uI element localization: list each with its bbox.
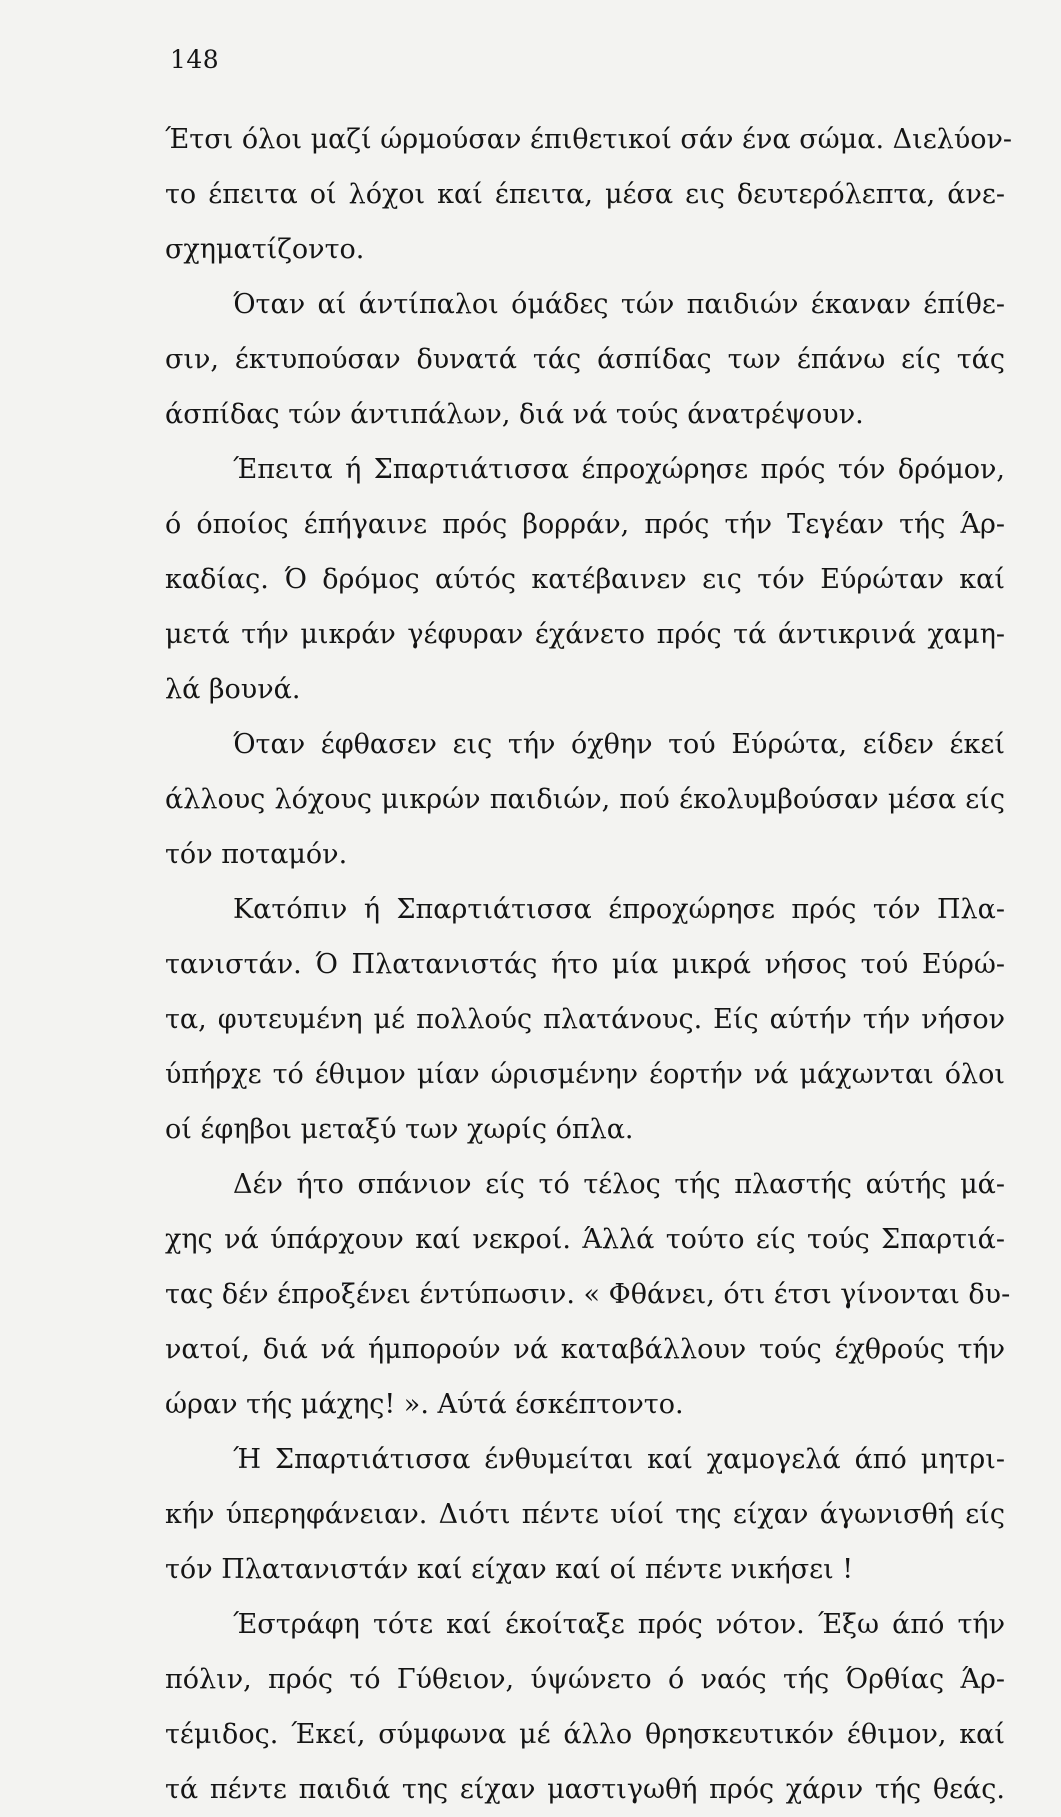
text-line: ώραν τής μάχης! ». Αύτά έσκέπτοντο. — [165, 1389, 684, 1420]
text-line: σχηματίζοντο. — [165, 234, 365, 265]
text-line: το έπειτα οί λόχοι καί έπειτα, μέσα εις δευτερόλεπτα, άνε- — [165, 179, 1005, 210]
text-line: πόλιν, πρός τό Γύθειον, ύψώνετο ό ναός τής Όρθίας Άρ- — [165, 1664, 1005, 1695]
text-line: Έτσι όλοι μαζί ώρμούσαν έπιθετικοί σάν ένα σώμα. Διελύον- — [165, 124, 1013, 155]
text-line: Έστράφη τότε καί έκοίταξε πρός νότον. Έξω άπό τήν — [233, 1609, 1005, 1640]
text-line: τα, φυτευμένη μέ πολλούς πλατάνους. Είς αύτήν τήν νήσον — [165, 1004, 1005, 1035]
text-line: τόν ποταμόν. — [165, 839, 348, 870]
text-line: μετά τήν μικράν γέφυραν έχάνετο πρός τά άντικρινά χαμη- — [165, 619, 1005, 650]
text-line: χης νά ύπάρχουν καί νεκροί. Άλλά τούτο είς τούς Σπαρτιά- — [165, 1224, 1005, 1255]
text-line: σιν, έκτυπούσαν δυνατά τάς άσπίδας των έπάνω είς τάς — [165, 344, 1005, 375]
text-line: ύπήρχε τό έθιμον μίαν ώρισμένην έορτήν νά μάχωνται όλοι — [165, 1059, 1005, 1090]
text-line: τά πέντε παιδιά της είχαν μαστιγωθή πρός χάριν τής θεάς. — [165, 1774, 1005, 1805]
text-line: τανιστάν. Ό Πλατανιστάς ήτο μία μικρά νήσος τού Εύρώ- — [165, 949, 1005, 980]
text-line: τας δέν έπροξένει έντύπωσιν. « Φθάνει, ότι έτσι γίνονται δυ- — [165, 1279, 1011, 1310]
text-line: Όταν αί άντίπαλοι όμάδες τών παιδιών έκαναν έπίθε- — [233, 289, 1005, 320]
text-line: Ή Σπαρτιάτισσα ένθυμείται καί χαμογελά άπό μητρι- — [233, 1444, 1005, 1475]
text-line: Δέν ήτο σπάνιον είς τό τέλος τής πλαστής αύτής μά- — [233, 1169, 1005, 1200]
text-line: Όταν έφθασεν εις τήν όχθην τού Εύρώτα, είδεν έκεί — [233, 729, 1005, 760]
text-line: Έπειτα ή Σπαρτιάτισσα έπροχώρησε πρός τόν δρόμον, — [233, 454, 1005, 485]
text-line: οί έφηβοι μεταξύ των χωρίς όπλα. — [165, 1114, 634, 1145]
body-text — [165, 112, 1013, 1817]
text-line: Κατόπιν ή Σπαρτιάτισσα έπροχώρησε πρός τόν Πλα- — [233, 894, 1005, 925]
text-line: άσπίδας τών άντιπάλων, διά νά τούς άνατρέψουν. — [165, 399, 864, 430]
text-line: νατοί, διά νά ήμπορούν νά καταβάλλουν τούς έχθρούς τήν — [165, 1334, 1005, 1365]
text-line: λά βουνά. — [165, 674, 301, 705]
text-line: ό όποίος έπήγαινε πρός βορράν, πρός τήν Τεγέαν τής Άρ- — [165, 509, 1005, 540]
text-line: άλλους λόχους μικρών παιδιών, πού έκολυμβούσαν μέσα είς — [165, 784, 1005, 815]
text-line: κήν ύπερηφάνειαν. Διότι πέντε υίοί της είχαν άγωνισθή είς — [165, 1499, 1005, 1530]
page-number: 148 — [170, 45, 220, 74]
text-line: καδίας. Ό δρόμος αύτός κατέβαινεν εις τόν Εύρώταν καί — [165, 564, 1005, 595]
text-line: τέμιδος. Έκεί, σύμφωνα μέ άλλο θρησκευτικόν έθιμον, καί — [165, 1719, 1005, 1750]
text-line: τόν Πλατανιστάν καί είχαν καί οί πέντε νικήσει ! — [165, 1554, 854, 1585]
